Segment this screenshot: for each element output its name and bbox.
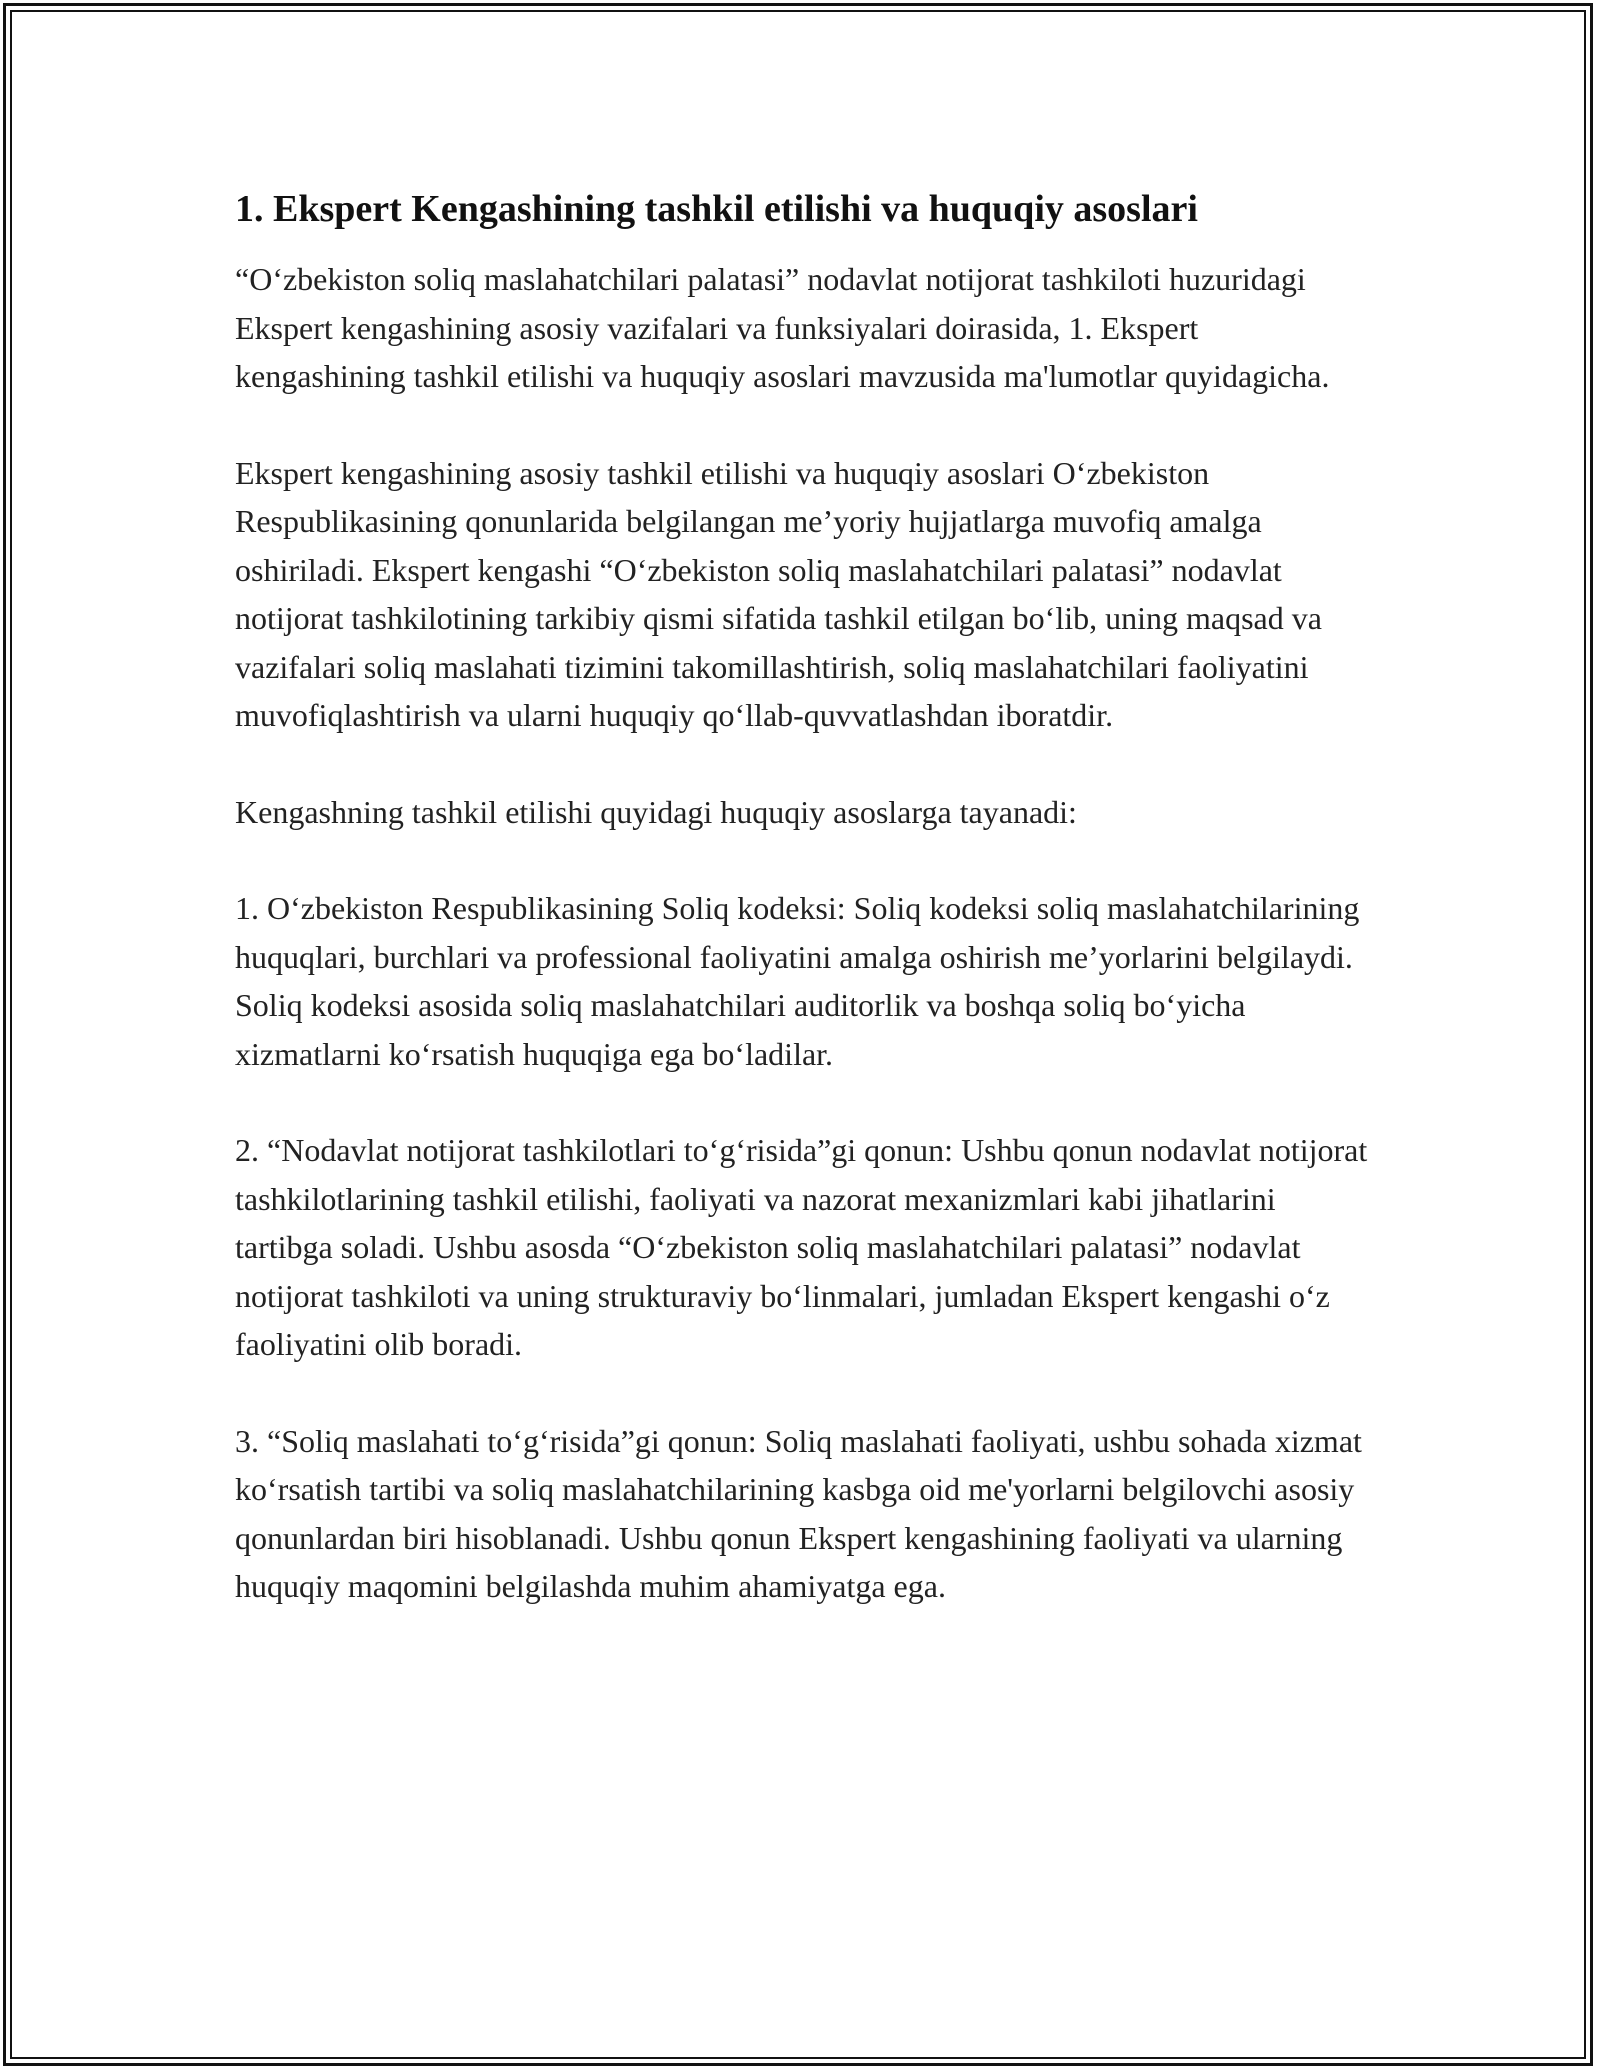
list-item-ngo-law: 2. “Nodavlat notijorat tashkilotlari to‘g‘risida”gi qonun: Ushbu qonun nodavlat notijorat tashkilotlarining tashkil etilishi, faoliyati va nazorat mexanizmlari kabi jihatlarini tartibga soladi. Ushbu asosda “O‘zbekiston soliq maslahatchilari palatasi” nodavlat notijorat tashkiloti va uning strukturaviy bo‘linmalari, jumladan Ekspert kengashi o‘z faoliyatini olib boradi. bbox=[235, 1132, 1368, 1362]
list-item-tax-consulting-law: 3. “Soliq maslahati to‘g‘risida”gi qonun: Soliq maslahati faoliyati, ushbu sohada xizmat ko‘rsatish tartibi va soliq maslahatchilarining kasbga oid me'yorlarni belgilovchi asosiy qonunlardan biri hisoblanadi. Ushbu qonun Ekspert kengashining faoliyati va ularning huquqiy maqomini belgilashda muhim ahamiyatga ega. bbox=[235, 1422, 1362, 1604]
list-item-tax-code: 1. O‘zbekiston Respublikasining Soliq kodeksi: Soliq kodeksi soliq maslahatchilarining huquqlari, burchlari va professional faoliyatini amalga oshirish me’yorlarini belgilaydi. Soliq kodeksi asosida soliq maslahatchilari auditorlik va boshqa soliq bo‘yicha xizmatlarni ko‘rsatish huquqiga ega bo‘ladilar. bbox=[235, 890, 1360, 1072]
section-heading: 1. Ekspert Kengashining tashkil etilishi va huquqiy asoslari bbox=[235, 188, 1198, 230]
legal-basis-intro-paragraph: Kengashning tashkil etilishi quyidagi huquqiy asoslarga tayanadi: bbox=[235, 793, 1077, 830]
intro-paragraph: “O‘zbekiston soliq maslahatchilari palatasi” nodavlat notijorat tashkiloti huzuridagi Ekspert kengashining asosiy vazifalari va funksiyalari doirasida, 1. Ekspert kengashining tashkil etilishi va huquqiy asoslari mavzusida ma'lumotlar quyidagicha. bbox=[235, 261, 1330, 394]
document-body bbox=[235, 185, 1375, 1659]
overview-paragraph: Ekspert kengashining asosiy tashkil etilishi va huquqiy asoslari O‘zbekiston Respublikasining qonunlarida belgilangan me’yoriy hujjatlarga muvofiq amalga oshiriladi. Ekspert kengashi “O‘zbekiston soliq maslahatchilari palatasi” nodavlat notijorat tashkilotining tarkibiy qismi sifatida tashkil etilgan bo‘lib, uning maqsad va vazifalari soliq maslahati tizimini takomillashtirish, soliq maslahatchilari faoliyatini muvofiqlashtirish va ularni huquqiy qo‘llab-quvvatlashdan iboratdir. bbox=[235, 454, 1322, 733]
